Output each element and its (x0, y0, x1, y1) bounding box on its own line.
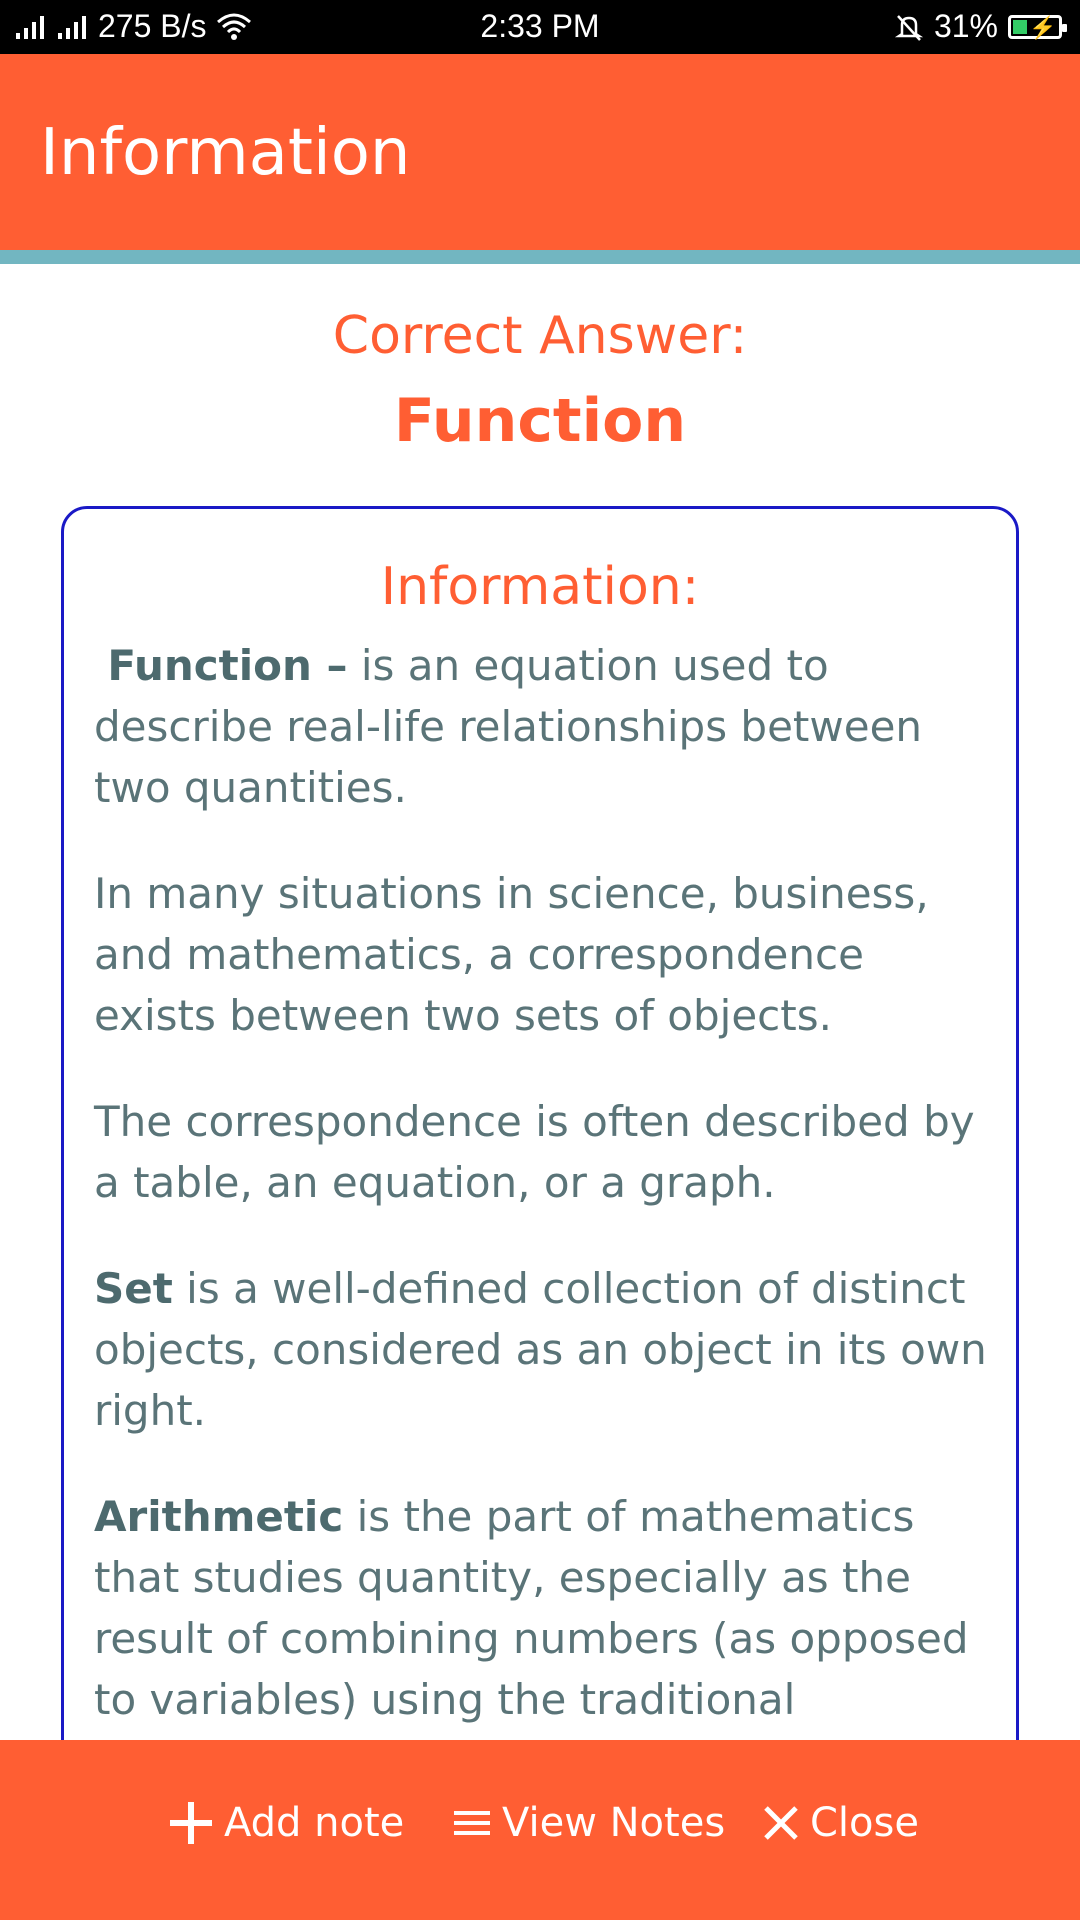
battery-percent: 31% (933, 8, 998, 44)
information-title: Information: (380, 557, 700, 617)
battery-nub (1062, 24, 1067, 32)
definition-set: is a well-defined collection of distinct objects, considered as an object in its own right. (94, 1264, 987, 1435)
correct-answer-label: Correct Answer: (332, 306, 748, 366)
battery-charging-icon (1008, 15, 1062, 39)
bell-off-icon (894, 12, 924, 42)
information-body (94, 635, 992, 1836)
close-button[interactable] (762, 1800, 919, 1846)
term-set: Set (94, 1264, 173, 1313)
info-paragraph (94, 1258, 992, 1441)
bottom-action-bar (0, 1740, 1080, 1920)
term-arithmetic: Arithmetic (94, 1492, 344, 1541)
plus-icon (168, 1800, 214, 1846)
info-paragraph: The correspondence is often described by a table, an equation, or a graph. (94, 1097, 975, 1207)
menu-icon (452, 1807, 492, 1839)
definition-function: is an equation used to describe real-life relationships between two quantities. (94, 641, 923, 812)
content-scroll-area[interactable] (0, 264, 1080, 1740)
status-right (894, 8, 1062, 45)
term-function: Function – (107, 641, 348, 690)
app-bar (0, 54, 1080, 250)
correct-answer-value: Function (393, 386, 687, 456)
battery-fill (1013, 20, 1027, 34)
info-paragraph: In many situations in science, business, and mathematics, a correspondence exists between two sets of objects. (94, 869, 929, 1040)
information-card (61, 506, 1019, 1846)
view-notes-label: View Notes (502, 1800, 726, 1846)
definition-arithmetic: is the part of mathematics that studies quantity, especially as the result of combining numbers (as opposed to variables) using the traditional (94, 1492, 969, 1724)
info-paragraph (94, 635, 992, 818)
bolt-icon: ⚡ (1029, 14, 1057, 40)
status-time: 2:33 PM (480, 8, 600, 44)
status-bar (0, 0, 1080, 54)
close-icon (762, 1804, 800, 1842)
add-note-label: Add note (224, 1800, 405, 1846)
add-note-button[interactable] (168, 1800, 404, 1846)
view-notes-button[interactable] (452, 1800, 725, 1846)
app-bar-divider (0, 250, 1080, 264)
close-label: Close (810, 1800, 919, 1846)
net-speed: 275 B/s (98, 8, 207, 44)
page-title: Information (40, 116, 411, 190)
